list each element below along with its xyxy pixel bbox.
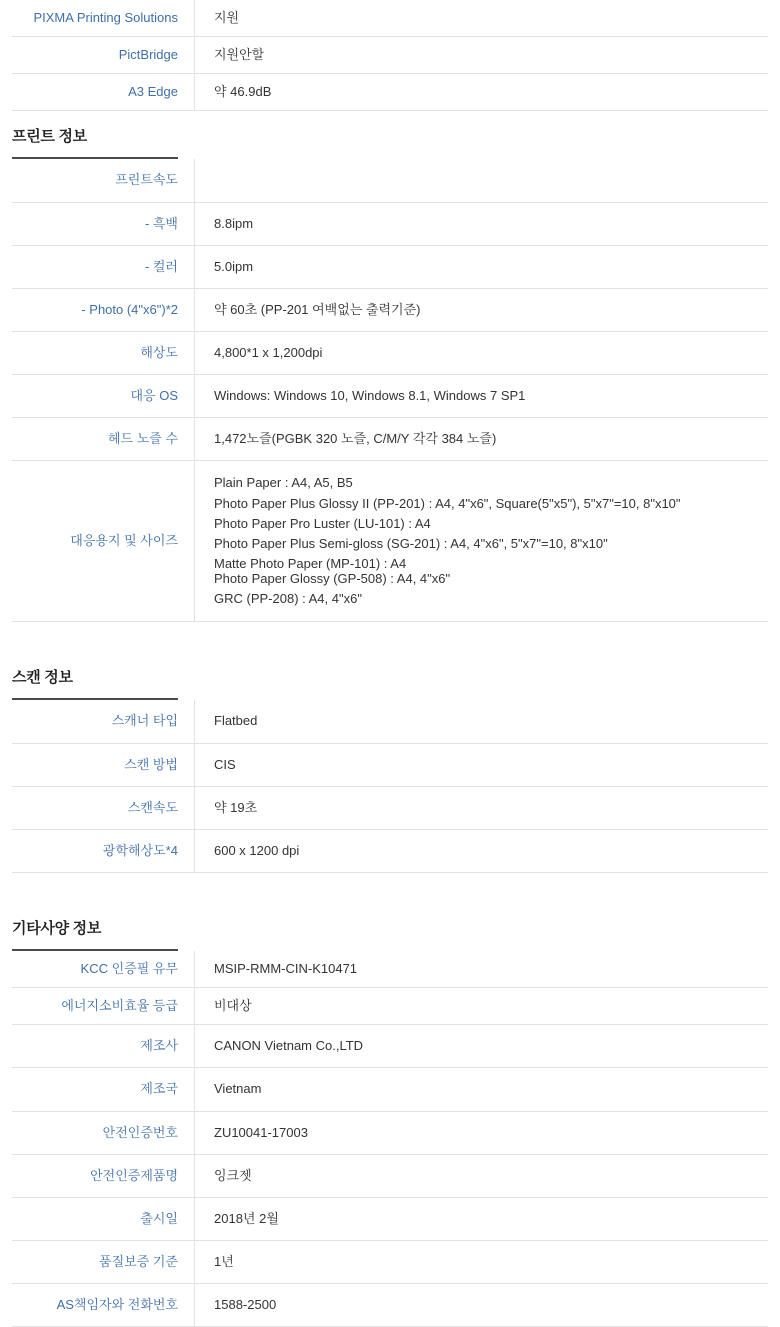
row-label: 스캔 방법 [12,743,195,786]
row-value: 지원 [214,10,240,25]
section-heading-rule [12,666,178,700]
row-label: 출시일 [12,1197,195,1240]
row-label: 프린트속도 [12,159,195,202]
row-label: 헤드 노즐 수 [12,418,195,461]
spec-table-scan [12,700,768,873]
section-gap [12,622,768,666]
row-value: 1년 [214,1253,234,1269]
table-row [12,461,768,622]
paper-line: GRC (PP-208) : A4, 4"x6" [214,591,362,607]
row-value: 1588-2500 [214,1297,277,1313]
row-label: 제조사 [12,1025,195,1068]
row-value: 약 46.9dB [214,84,272,100]
row-label: AS책임자와 전화번호 [12,1284,195,1327]
table-row [12,331,768,374]
row-label: 안전인증번호 [12,1111,195,1154]
row-label: KCC 인증필 유무 [12,951,195,988]
row-label: A3 Edge [12,74,195,111]
table-row [12,951,768,988]
row-label: 스캐너 타입 [12,700,195,743]
section-heading-rule [12,125,178,159]
row-value: 지원안할 [214,47,265,63]
row-value: 약 60초 (PP-201 여백없는 출력기준) [214,301,421,317]
row-value: 잉크젯 [214,1167,252,1183]
table-row [12,1111,768,1154]
row-value: MSIP-RMM-CIN-K10471 [214,960,358,976]
table-row [12,829,768,872]
section-heading-rule [12,917,178,951]
row-value: 600 x 1200 dpi [214,842,300,858]
section-title: 기타사양 정보 [12,919,102,937]
section-scan-info [12,666,768,873]
row-label: - Photo (4"x6")*2 [12,288,195,331]
row-label: 에너지소비효율 등급 [12,988,195,1025]
spec-table-etc [12,951,768,1327]
table-row-clipped [12,74,768,111]
row-value: ZU10041-17003 [214,1124,308,1140]
row-value: 비대상 [214,998,252,1014]
row-label: 대응용지 및 사이즈 [12,461,195,622]
section-print-info [12,111,768,622]
table-row [12,700,768,743]
row-value: 약 19초 [214,799,258,815]
row-label: 해상도 [12,331,195,374]
row-value: CIS [214,756,236,772]
row-label: 대응 OS [12,375,195,418]
row-label: 안전인증제품명 [12,1154,195,1197]
table-row [12,202,768,245]
table-row [12,375,768,418]
row-label: PIXMA Printing Solutions [12,0,195,37]
row-value: Flatbed [214,713,258,729]
table-row [12,988,768,1025]
section-title: 프린트 정보 [12,128,87,146]
row-label: 광학해상도*4 [12,829,195,872]
section-etc-info [12,917,768,1327]
table-row [12,1154,768,1197]
row-value: 5.0ipm [214,258,254,274]
paper-line: Photo Paper Pro Luster (LU-101) : A4 [214,515,431,531]
row-value-multiline [195,461,769,622]
paper-line: Photo Paper Plus Glossy II (PP-201) : A4, 4"x6", Square(5"x5"), 5"x7"=10, 8"x10" [214,495,681,511]
table-row [12,245,768,288]
row-label: 제조국 [12,1068,195,1111]
row-label: - 컬러 [12,245,195,288]
row-value: 2018년 2월 [214,1210,279,1226]
row-value [195,159,769,202]
row-value: 1,472노즐(PGBK 320 노즐, C/M/Y 각각 384 노즐) [214,431,497,447]
table-row [12,1197,768,1240]
table-row [12,1025,768,1068]
spec-table-print [12,159,768,622]
paper-size-list [214,473,768,609]
row-label: - 흑백 [12,202,195,245]
table-row [12,159,768,202]
section-gap [12,873,768,917]
row-value: 8.8ipm [214,215,254,231]
row-label: 스캔속도 [12,786,195,829]
spec-table-top [12,0,768,111]
paper-line: Photo Paper Plus Semi-gloss (SG-201) : A4, 4"x6", 5"x7"=10, 8"x10" [214,535,608,551]
table-row [12,1240,768,1283]
row-label: 품질보증 기준 [12,1240,195,1283]
row-value: Vietnam [214,1081,262,1097]
table-row [12,786,768,829]
section-title: 스캔 정보 [12,669,73,687]
row-label: PictBridge [12,37,195,74]
row-value: CANON Vietnam Co.,LTD [214,1038,364,1054]
paper-line: Photo Paper Glossy (GP-508) : A4, 4"x6" [214,571,451,587]
table-row [12,0,768,37]
paper-line: Plain Paper : A4, A5, B5 [214,475,353,491]
section-top-partial [12,0,768,111]
table-row [12,743,768,786]
table-row [12,1068,768,1111]
row-value: 4,800*1 x 1,200dpi [214,344,323,360]
table-row [12,288,768,331]
paper-line: Matte Photo Paper (MP-101) : A4 [214,555,407,571]
row-value: Windows: Windows 10, Windows 8.1, Windows 7 SP1 [214,388,526,404]
table-row [12,418,768,461]
table-row [12,1284,768,1327]
table-row [12,37,768,74]
